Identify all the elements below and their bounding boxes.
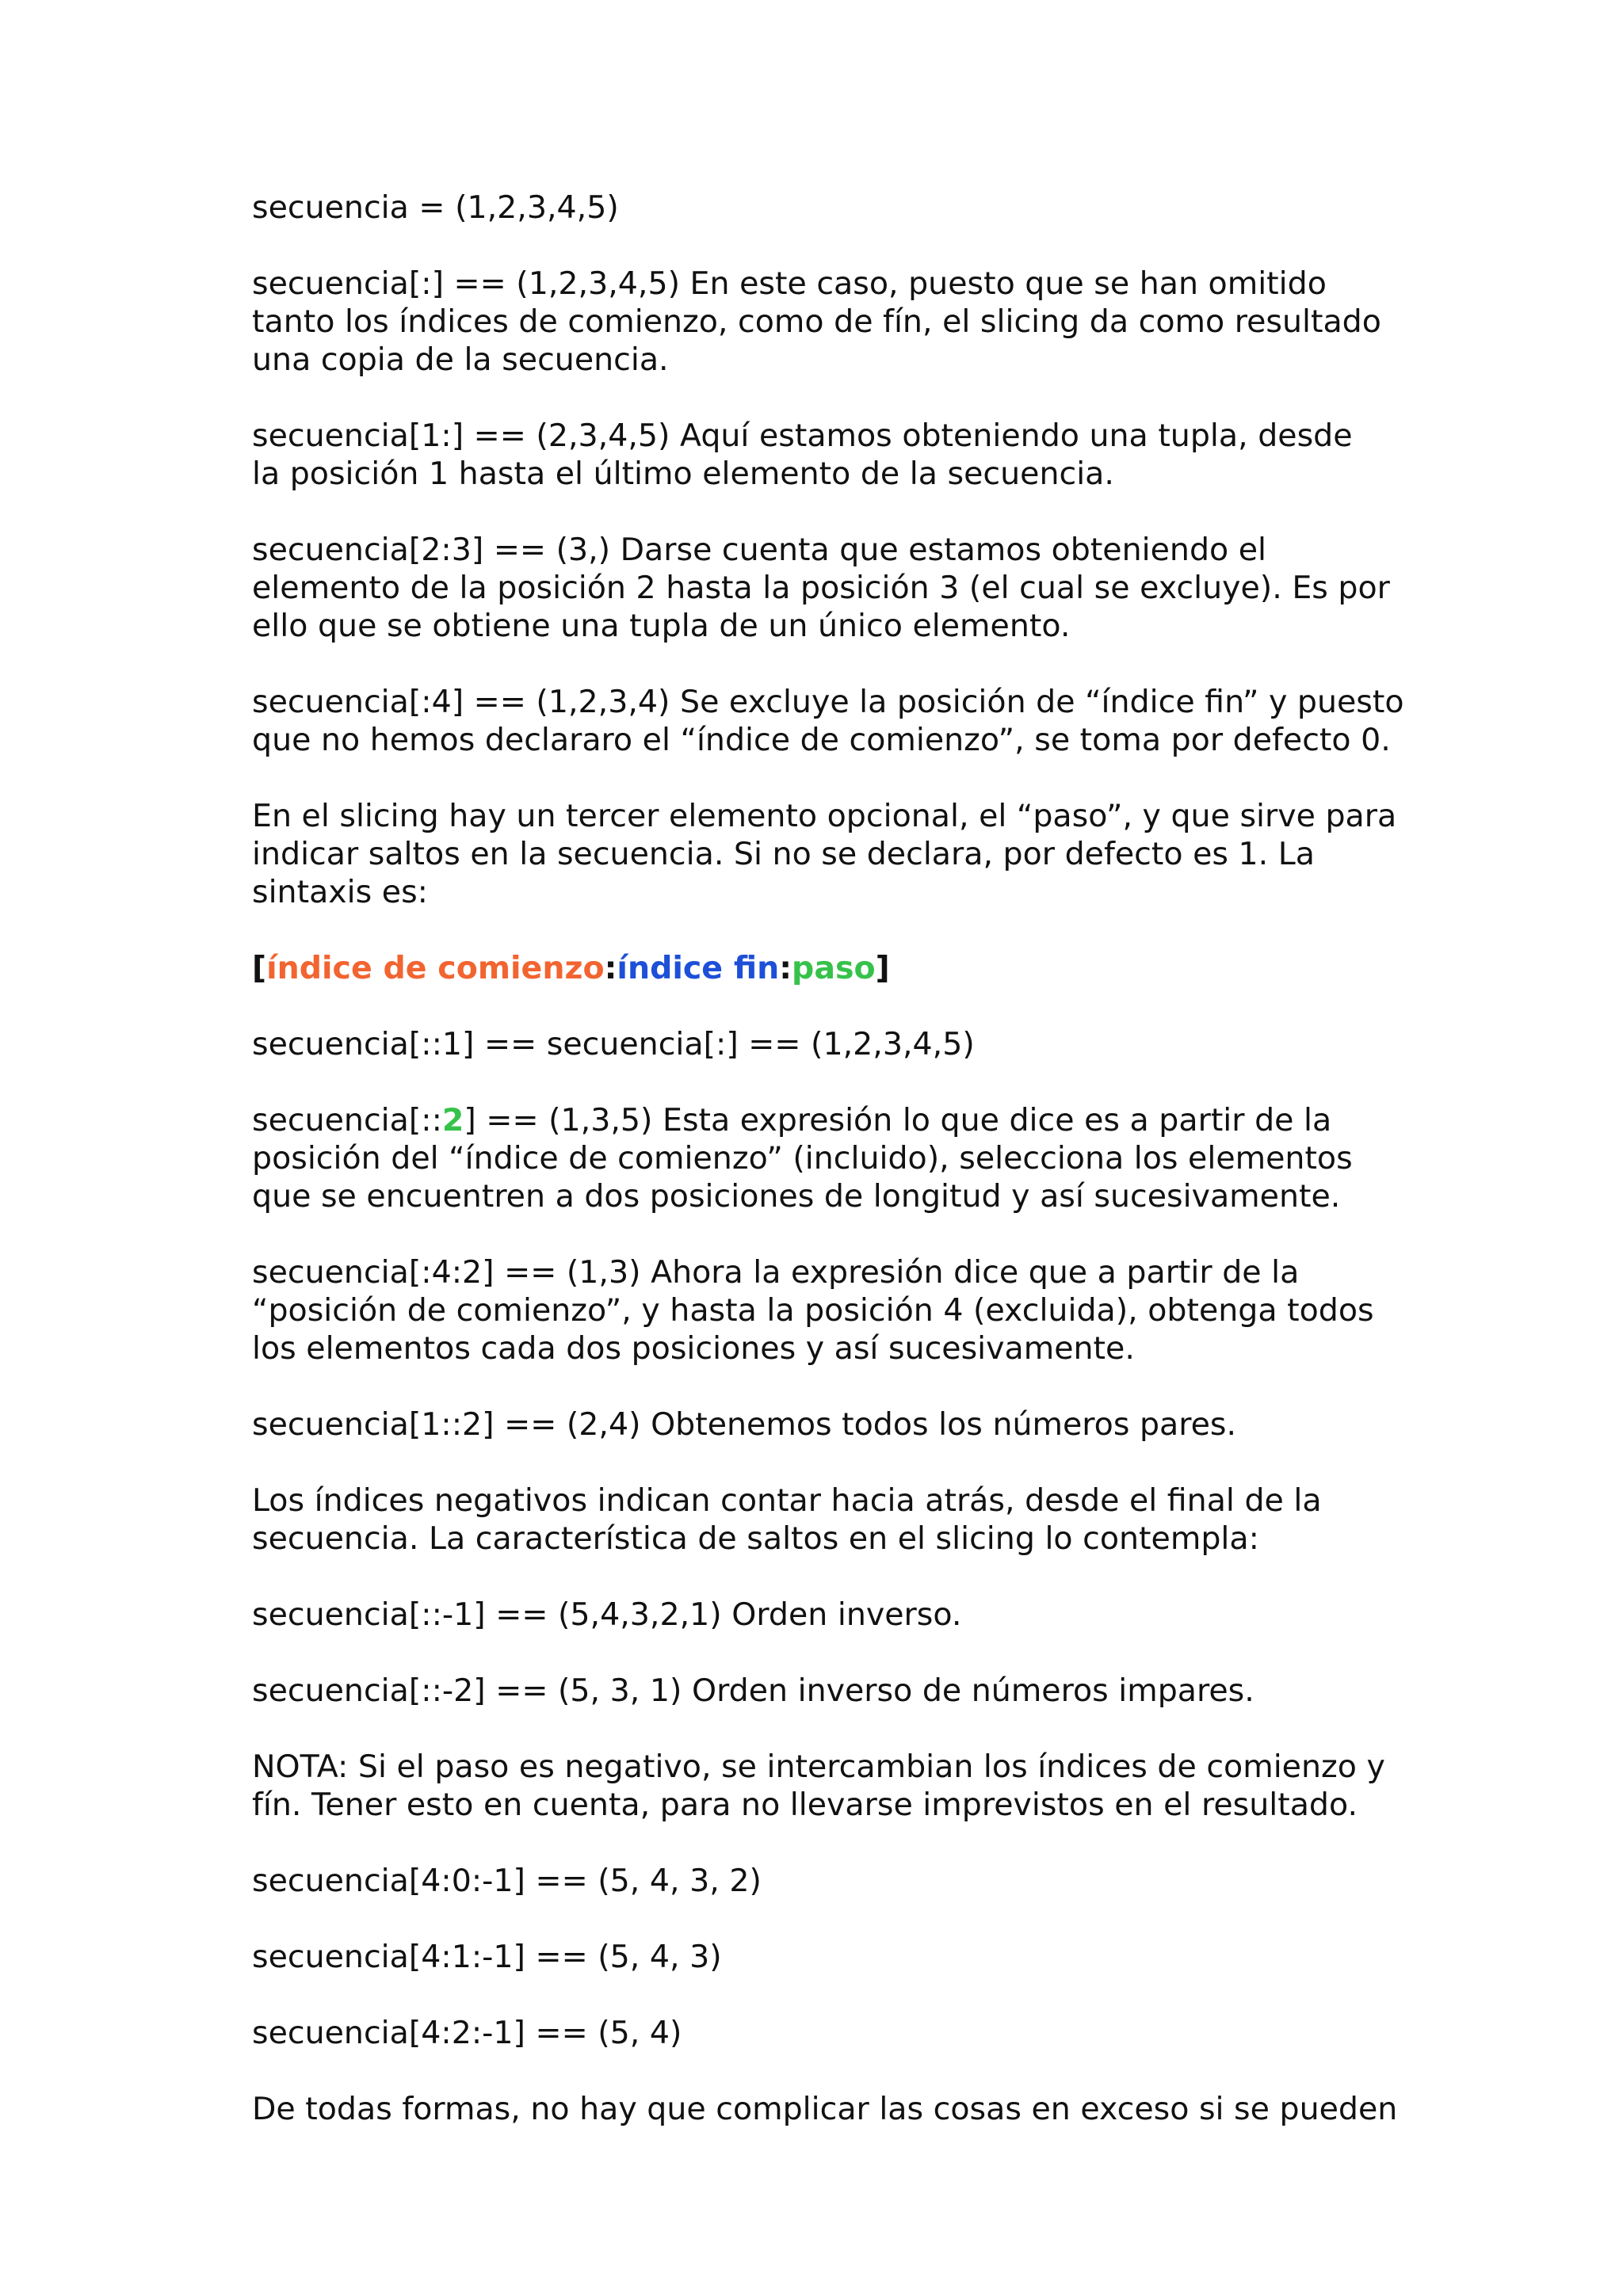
paragraph-slice-to-4-step-2 <box>252 1253 1488 1367</box>
text-line: que se encuentren a dos posiciones de longitud y así sucesivamente. <box>252 1178 1341 1215</box>
paragraph-example-4-0 <box>252 1862 1488 1900</box>
text-line: “posición de comienzo”, y hasta la posición 4 (excluida), obtenga todos <box>252 1292 1374 1329</box>
paragraph-sequence-definition <box>252 189 1488 227</box>
paragraph-slice-2-3 <box>252 531 1488 645</box>
paragraph-reverse <box>252 1596 1488 1634</box>
text-line: secuencia[::-1] == (5,4,3,2,1) Orden inverso. <box>252 1596 962 1633</box>
paragraph-step-1 <box>252 1025 1488 1063</box>
text-line: secuencia[1:] == (2,3,4,5) Aquí estamos obteniendo una tupla, desde <box>252 418 1353 454</box>
text-line: secuencia[::1] == secuencia[:] == (1,2,3,4,5) <box>252 1026 975 1062</box>
text-line: secuencia[4:1:-1] == (5, 4, 3) <box>252 1939 722 1975</box>
paragraph-even-numbers <box>252 1405 1488 1444</box>
text-line <box>252 1101 1488 1139</box>
paragraph-step-intro <box>252 797 1488 911</box>
syntax-end-index: índice fin <box>617 950 780 986</box>
paragraph-negative-indices <box>252 1482 1488 1558</box>
text-fragment: ] == (1,3,5) Esta expresión lo que dice es a partir de la <box>464 1102 1332 1138</box>
text-line: sintaxis es: <box>252 874 428 910</box>
text-line: posición del “índice de comienzo” (incluido), selecciona los elementos <box>252 1140 1353 1177</box>
paragraph-note <box>252 1748 1488 1824</box>
text-line: elemento de la posición 2 hasta la posición 3 (el cual se excluye). Es por <box>252 570 1390 606</box>
text-line: secuencia. La característica de saltos en el slicing lo contempla: <box>252 1520 1259 1557</box>
text-line: la posición 1 hasta el último elemento de la secuencia. <box>252 456 1114 492</box>
text-fragment: secuencia[:: <box>252 1102 442 1138</box>
text-line: secuencia = (1,2,3,4,5) <box>252 189 619 226</box>
slicing-syntax <box>252 949 1488 987</box>
text-line: De todas formas, no hay que complicar las cosas en exceso si se pueden <box>252 2091 1398 2127</box>
text-line: secuencia[1::2] == (2,4) Obtenemos todos los números pares. <box>252 1406 1237 1443</box>
text-line: secuencia[4:0:-1] == (5, 4, 3, 2) <box>252 1863 762 1899</box>
highlighted-step-value: 2 <box>441 1102 464 1138</box>
syntax-separator: : <box>779 950 792 986</box>
text-line: secuencia[::-2] == (5, 3, 1) Orden inverso de números impares. <box>252 1672 1254 1709</box>
syntax-step: paso <box>792 950 876 986</box>
text-line: tanto los índices de comienzo, como de fín, el slicing da como resultado <box>252 303 1381 340</box>
text-line: ello que se obtiene una tupla de un único elemento. <box>252 608 1071 644</box>
paragraph-closing <box>252 2090 1488 2128</box>
text-line: En el slicing hay un tercer elemento opcional, el “paso”, y que sirve para <box>252 798 1397 834</box>
text-line: que no hemos declararo el “índice de comienzo”, se toma por defecto 0. <box>252 722 1391 758</box>
text-line: NOTA: Si el paso es negativo, se intercambian los índices de comienzo y <box>252 1749 1385 1785</box>
paragraph-step-2 <box>252 1101 1488 1215</box>
text-line: secuencia[2:3] == (3,) Darse cuenta que estamos obteniendo el <box>252 532 1267 568</box>
text-line: secuencia[4:2:-1] == (5, 4) <box>252 2015 682 2051</box>
text-line: los elementos cada dos posiciones y así sucesivamente. <box>252 1330 1135 1367</box>
paragraph-full-slice <box>252 265 1488 379</box>
text-line: fín. Tener esto en cuenta, para no llevarse imprevistos en el resultado. <box>252 1787 1358 1823</box>
text-line: Los índices negativos indican contar hacia atrás, desde el final de la <box>252 1482 1322 1519</box>
syntax-separator: : <box>604 950 617 986</box>
paragraph-slice-from-1 <box>252 417 1488 493</box>
paragraph-example-4-1 <box>252 1938 1488 1976</box>
syntax-open-bracket: [ <box>252 950 267 986</box>
text-line: secuencia[:4] == (1,2,3,4) Se excluye la posición de “índice fin” y puesto <box>252 684 1404 720</box>
text-line: secuencia[:] == (1,2,3,4,5) En este caso, puesto que se han omitido <box>252 265 1327 302</box>
text-line: indicar saltos en la secuencia. Si no se declara, por defecto es 1. La <box>252 836 1315 872</box>
paragraph-slice-to-4 <box>252 683 1488 759</box>
document-page <box>252 189 1488 2166</box>
text-line: secuencia[:4:2] == (1,3) Ahora la expresión dice que a partir de la <box>252 1254 1300 1291</box>
text-line: una copia de la secuencia. <box>252 341 669 378</box>
syntax-line <box>252 949 1488 987</box>
syntax-close-bracket: ] <box>875 950 890 986</box>
paragraph-example-4-2 <box>252 2014 1488 2052</box>
syntax-start-index: índice de comienzo <box>266 950 605 986</box>
paragraph-reverse-odd <box>252 1672 1488 1710</box>
